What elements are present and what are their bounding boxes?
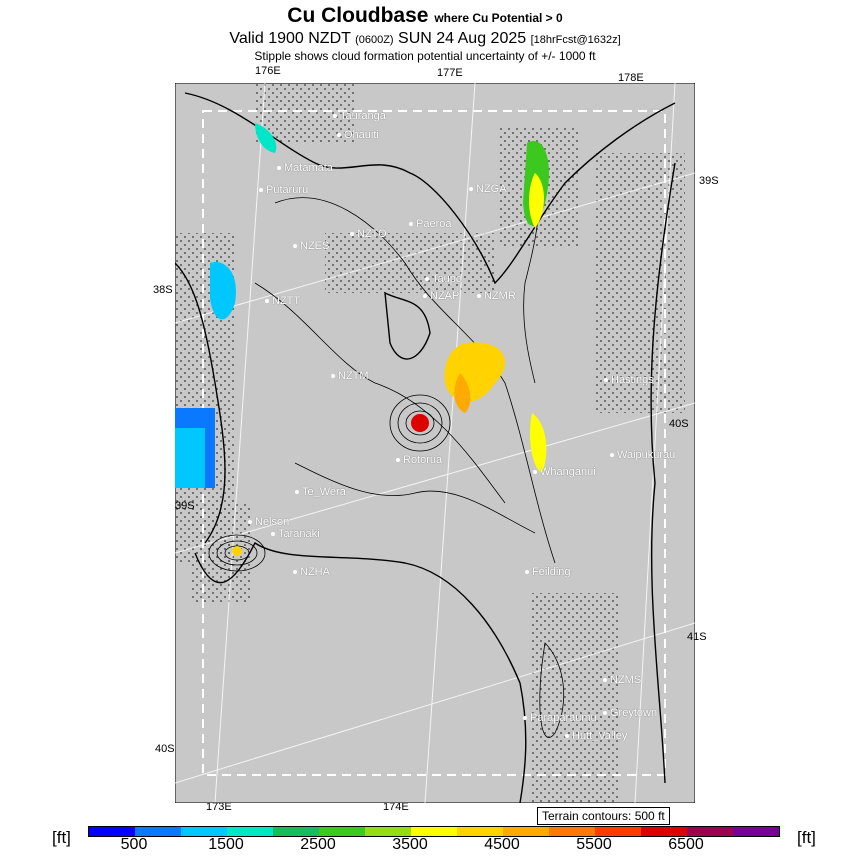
terrain-contours-note: Terrain contours: 500 ft [537, 807, 670, 825]
place-label: Ohauiti [337, 129, 379, 141]
colorbar-tick-label: 5500 [576, 836, 612, 853]
place-label: Waipukurau [610, 449, 675, 461]
lat-label: 39S [175, 500, 195, 512]
map-panel [153, 65, 719, 813]
lat-label: 38S [153, 284, 173, 296]
lon-label: 173E [206, 801, 232, 813]
colorbar-segment [273, 827, 319, 836]
lon-label: 174E [383, 801, 409, 813]
colorbar-tick-label: 500 [120, 836, 148, 853]
place-label: Hutt_Valley [565, 730, 627, 742]
colorbar-segment [227, 827, 273, 836]
colorbar-segment [135, 827, 181, 836]
lat-label: 40S [669, 418, 689, 430]
map-canvas [175, 83, 695, 803]
colorbar-tick-label: 4500 [484, 836, 520, 853]
place-label: NZHA [293, 566, 330, 578]
place-label: NZES [293, 240, 329, 252]
colorbar-segment [181, 827, 227, 836]
subtitle: Stipple shows cloud formation potential uncertainty of +/- 1000 ft [254, 49, 596, 63]
place-label: Nelson [248, 516, 289, 528]
place-label: Taupo [425, 273, 462, 285]
chart-title [0, 4, 850, 30]
lat-label: 40S [155, 743, 175, 755]
colorbar-segment [687, 827, 733, 836]
lon-label: 178E [618, 72, 644, 84]
place-label: Te_Wera [295, 486, 346, 498]
place-label: NZAP [423, 290, 459, 302]
colorbar-tick-label: 1500 [208, 836, 244, 853]
valid-prefix: Valid 1900 NZDT [229, 30, 351, 47]
lat-label: 39S [699, 175, 719, 187]
place-label: Feilding [525, 566, 571, 578]
valid-time [0, 30, 850, 49]
lon-label: 176E [255, 65, 281, 77]
colorbar-tick-label: 6500 [668, 836, 704, 853]
colorbar-tick-label: 3500 [392, 836, 428, 853]
colorbar-segment [319, 827, 365, 836]
place-label: Putaruru [259, 184, 308, 196]
colorbar-unit-left: [ft] [52, 828, 71, 847]
place-label: Matamata [277, 162, 333, 174]
place-label: NZGA [469, 183, 507, 195]
place-label: Greytown [603, 707, 657, 719]
place-label: Whanganui [533, 466, 596, 478]
title-suffix: where Cu Potential > 0 [434, 11, 563, 25]
place-label: NZTO [350, 228, 387, 240]
place-label: Taranaki [271, 528, 320, 540]
place-label: NZMR [477, 290, 516, 302]
place-label: Tauranga [333, 110, 386, 122]
colorbar-segment [365, 827, 411, 836]
colorbar-segment [733, 827, 779, 836]
valid-date: SUN 24 Aug 2025 [398, 30, 527, 47]
colorbar-segment [641, 827, 687, 836]
title-main: Cu Cloudbase [287, 4, 429, 27]
lat-label: 41S [687, 631, 707, 643]
valid-utc: (0600Z) [355, 34, 394, 46]
colorbar-segment [549, 827, 595, 836]
place-label: NZMS [603, 674, 641, 686]
colorbar-tick-label: 2500 [300, 836, 336, 853]
colorbar-segment [89, 827, 135, 836]
colorbar-unit-right: [ft] [797, 828, 816, 847]
place-label: Paeroa [409, 218, 451, 230]
place-label: Rotorua [396, 454, 442, 466]
lon-label: 177E [437, 67, 463, 79]
place-label: NZTT [265, 295, 300, 307]
colorbar-segment [595, 827, 641, 836]
colorbar-segment [411, 827, 457, 836]
colorbar-segment [457, 827, 503, 836]
forecast-stamp: [18hrFcst@1632z] [530, 34, 621, 46]
place-label: NZTM [331, 370, 369, 382]
place-label: Hastings [604, 374, 654, 386]
title-block [0, 4, 850, 64]
place-label: Paraparaumu [523, 712, 597, 724]
colorbar-segment [503, 827, 549, 836]
